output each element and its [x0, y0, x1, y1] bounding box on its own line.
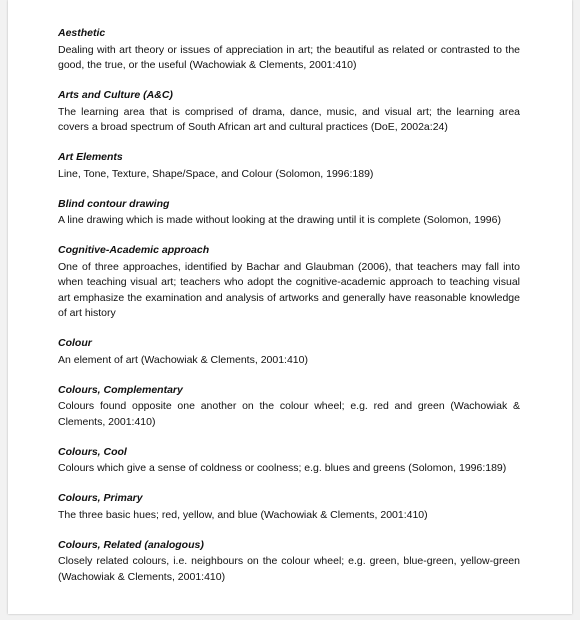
glossary-definition: One of three approaches, identified by Bachar and Glaubman (2006), that teachers may fall into when teaching visual art; teachers who adopt the cognitive-academic approach to teaching visual art emphasize the examination and analysis of artworks and generally have reasonable knowledge of art history	[58, 260, 520, 319]
glossary-definition: The learning area that is comprised of drama, dance, music, and visual art; the learning area covers a broad spectrum of South African art and cultural practices (DoE, 2002a:24)	[58, 105, 520, 133]
glossary-definition: Dealing with art theory or issues of appreciation in art; the beautiful as related or contrasted to the good, the true, or the useful (Wachowiak & Clements, 2001:410)	[58, 43, 520, 71]
glossary-entry	[58, 491, 520, 523]
glossary-term: Aesthetic	[58, 27, 106, 39]
glossary-entry	[58, 26, 520, 74]
document-page	[8, 0, 572, 614]
glossary-definition: Closely related colours, i.e. neighbours on the colour wheel; e.g. green, blue-green, yellow-green (Wachowiak & Clements, 2001:410)	[58, 555, 520, 583]
glossary-definition: Colours which give a sense of coldness or coolness; e.g. blues and greens (Solomon, 1996:189)	[58, 462, 507, 474]
glossary-term: Art Elements	[58, 151, 123, 163]
glossary-definition: Line, Tone, Texture, Shape/Space, and Colour (Solomon, 1996:189)	[58, 167, 374, 180]
glossary-list	[58, 26, 520, 600]
glossary-term: Blind contour drawing	[58, 197, 170, 210]
glossary-term: Colours, Primary	[58, 492, 143, 504]
glossary-definition: A line drawing which is made without looking at the drawing until it is complete (Solomon, 1996)	[58, 214, 501, 226]
glossary-entry	[58, 150, 520, 182]
glossary-definition: Colours found opposite one another on the colour wheel; e.g. red and green (Wachowiak & Clements, 2001:410)	[58, 400, 520, 428]
glossary-definition: The three basic hues; red, yellow, and blue (Wachowiak & Clements, 2001:410)	[58, 508, 428, 521]
glossary-entry	[58, 243, 520, 322]
glossary-term: Colours, Complementary	[58, 383, 183, 396]
glossary-term: Colours, Cool	[58, 445, 127, 458]
glossary-entry	[58, 445, 520, 477]
glossary-entry	[58, 88, 520, 136]
glossary-term: Arts and Culture (A&C)	[58, 89, 173, 101]
glossary-term: Colour	[58, 337, 92, 349]
glossary-entry	[58, 197, 520, 229]
glossary-entry	[58, 538, 520, 586]
glossary-definition: An element of art (Wachowiak & Clements, 2001:410)	[58, 353, 308, 366]
glossary-entry	[58, 336, 520, 368]
glossary-term: Cognitive-Academic approach	[58, 244, 210, 256]
glossary-entry	[58, 383, 520, 431]
glossary-term: Colours, Related (analogous)	[58, 538, 204, 551]
